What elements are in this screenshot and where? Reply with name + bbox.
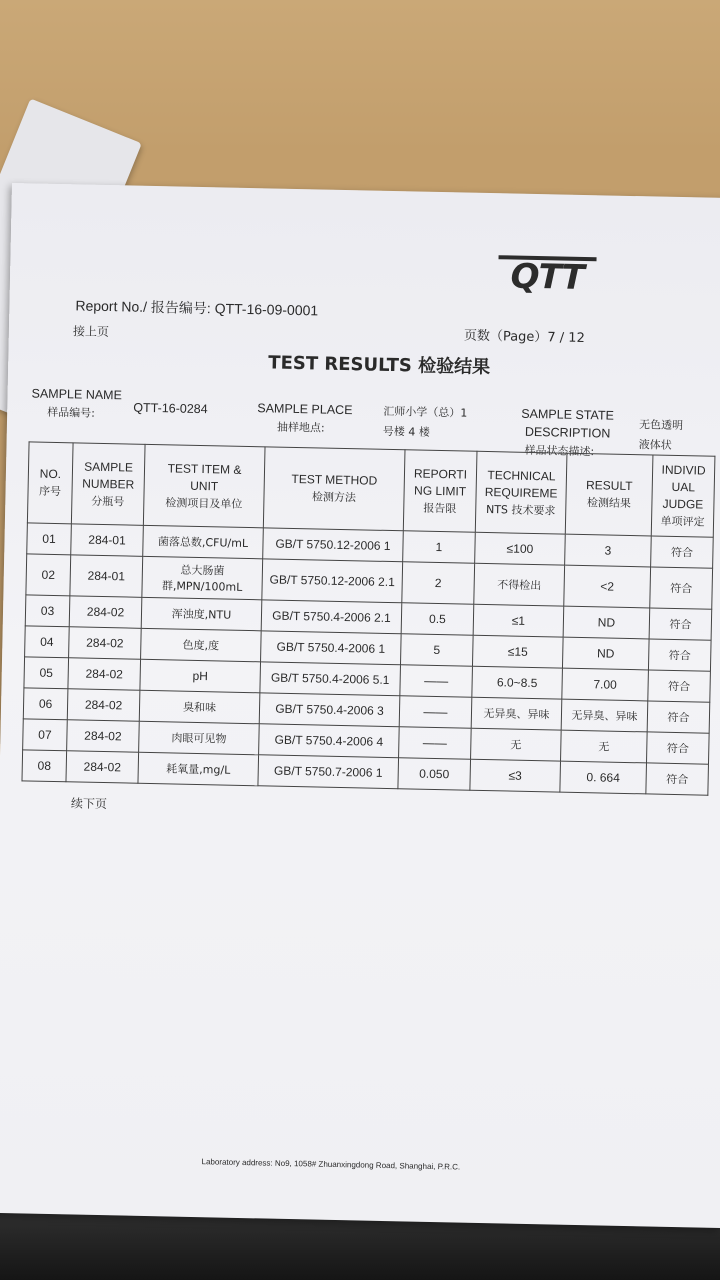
continued-on-next: 续下页 (70, 796, 108, 812)
cell-limit: —— (400, 665, 473, 698)
cell-result: ND (562, 637, 649, 670)
cell-method: GB/T 5750.7-2006 1 (258, 755, 399, 789)
header-individual-judge: INDIVID UAL JUDGE 单项评定 (651, 455, 715, 537)
cell-requirement: 不得检出 (474, 563, 565, 606)
cell-requirement: ≤15 (472, 635, 563, 668)
cell-result: 0. 664 (560, 761, 647, 794)
cell-result: 3 (565, 534, 652, 567)
sample-name-label: SAMPLE NAME (31, 386, 123, 403)
cell-no: 07 (23, 719, 68, 751)
cell-method: GB/T 5750.4-2006 1 (261, 631, 402, 665)
cell-item: 臭和味 (139, 690, 260, 724)
cell-judge: 符合 (648, 670, 711, 702)
report-number: Report No./ 报告编号: QTT-16-09-0001 (75, 297, 319, 319)
continued-from-previous: 接上页 (72, 324, 110, 340)
cell-requirement: 无异臭、异味 (471, 697, 562, 730)
cell-limit: —— (399, 727, 472, 760)
cell-judge: 符合 (647, 701, 710, 733)
cell-requirement: 无 (471, 728, 562, 761)
sample-place-value-line2: 号楼 4 楼 (382, 424, 431, 439)
sample-place-label: SAMPLE PLACE (257, 401, 353, 418)
cell-limit: —— (399, 696, 472, 729)
cell-item: 肉眼可见物 (139, 721, 260, 755)
cell-sample: 284-02 (68, 658, 141, 691)
header-no: NO. 序号 (27, 442, 73, 524)
header-technical-requirements: TECHNICAL REQUIREME NTS 技术要求 (475, 451, 567, 534)
cell-result: 无 (561, 730, 648, 763)
cell-method: GB/T 5750.4-2006 5.1 (260, 662, 401, 696)
cell-result: <2 (564, 565, 651, 608)
sample-name-label-cn: 样品编号: (47, 405, 96, 420)
cell-limit: 0.050 (398, 758, 471, 791)
sample-name-value: QTT-16-0284 (133, 400, 208, 417)
cell-sample: 284-02 (69, 627, 142, 660)
cell-no: 04 (25, 626, 70, 658)
cell-limit: 2 (402, 562, 475, 604)
qtt-logo: QTT (498, 255, 597, 299)
cell-item: 耗氧量,mg/L (138, 752, 259, 786)
cell-item: 浑浊度,NTU (141, 597, 262, 631)
document-title: TEST RESULTS 检验结果 (268, 352, 491, 379)
cell-result: ND (563, 606, 650, 639)
cell-no: 08 (22, 750, 67, 782)
cell-sample: 284-02 (66, 751, 139, 784)
sample-state-label-line1: SAMPLE STATE (521, 406, 615, 423)
cell-sample: 284-02 (67, 689, 140, 722)
cell-no: 05 (24, 657, 69, 689)
page-number: 页数（Page）7 / 12 (463, 328, 585, 347)
cell-no: 06 (23, 688, 68, 720)
cell-no: 03 (25, 595, 70, 627)
cell-judge: 符合 (651, 536, 714, 568)
cell-judge: 符合 (648, 639, 711, 671)
cell-item: 色度,度 (141, 628, 262, 662)
cell-method: GB/T 5750.4-2006 3 (259, 693, 400, 727)
cell-no: 01 (27, 523, 72, 555)
cell-requirement: ≤100 (475, 532, 566, 565)
cell-result: 无异臭、异味 (561, 699, 648, 732)
cell-method: GB/T 5750.4-2006 2.1 (261, 600, 402, 634)
cell-limit: 5 (400, 634, 473, 667)
header-test-item: TEST ITEM & UNIT 检测项目及单位 (143, 444, 265, 527)
test-results-table (21, 441, 715, 795)
cell-item: 总大肠菌群,MPN/100mL (142, 556, 263, 600)
cell-requirement: 6.0~8.5 (472, 666, 563, 699)
cell-sample: 284-01 (70, 555, 143, 597)
cell-sample: 284-02 (69, 596, 142, 629)
cell-judge: 符合 (646, 732, 709, 764)
sample-state-label-cn: 样品状态描述: (524, 443, 595, 459)
header-sample-number: SAMPLE NUMBER 分瓶号 (71, 443, 145, 525)
cell-method: GB/T 5750.4-2006 4 (259, 724, 400, 758)
sample-state-value-line2: 液体状 (638, 438, 672, 452)
cell-judge: 符合 (650, 567, 713, 609)
laboratory-address: Laboratory address: No9, 1058# Zhuanxingdong Road, Shanghai, P.R.C. (201, 1157, 461, 1172)
header-reporting-limit: REPORTI NG LIMIT 报告限 (403, 450, 477, 532)
cell-limit: 0.5 (401, 603, 474, 636)
cell-requirement: ≤1 (473, 604, 564, 637)
sample-state-label-line2: DESCRIPTION (524, 424, 611, 441)
sample-place-label-cn: 抽样地点: (276, 420, 325, 435)
cell-no: 02 (26, 554, 71, 596)
cell-judge: 符合 (646, 763, 709, 795)
sample-place-value-line1: 汇师小学（总）1 (383, 404, 468, 420)
header-test-method: TEST METHOD 检测方法 (263, 447, 405, 531)
cell-sample: 284-01 (71, 524, 144, 557)
header-result: RESULT 检测结果 (565, 453, 653, 536)
report-sheet (0, 183, 720, 1228)
cell-method: GB/T 5750.12-2006 1 (263, 528, 404, 562)
cell-requirement: ≤3 (470, 759, 561, 792)
sample-state-value-line1: 无色透明 (638, 418, 684, 433)
cell-item: 菌落总数,CFU/mL (143, 525, 264, 559)
cell-item: pH (140, 659, 261, 693)
cell-method: GB/T 5750.12-2006 2.1 (262, 559, 403, 603)
table-header-row (27, 442, 715, 537)
cell-limit: 1 (403, 531, 476, 564)
cell-judge: 符合 (649, 608, 712, 640)
cell-sample: 284-02 (67, 720, 140, 753)
cell-result: 7.00 (562, 668, 649, 701)
